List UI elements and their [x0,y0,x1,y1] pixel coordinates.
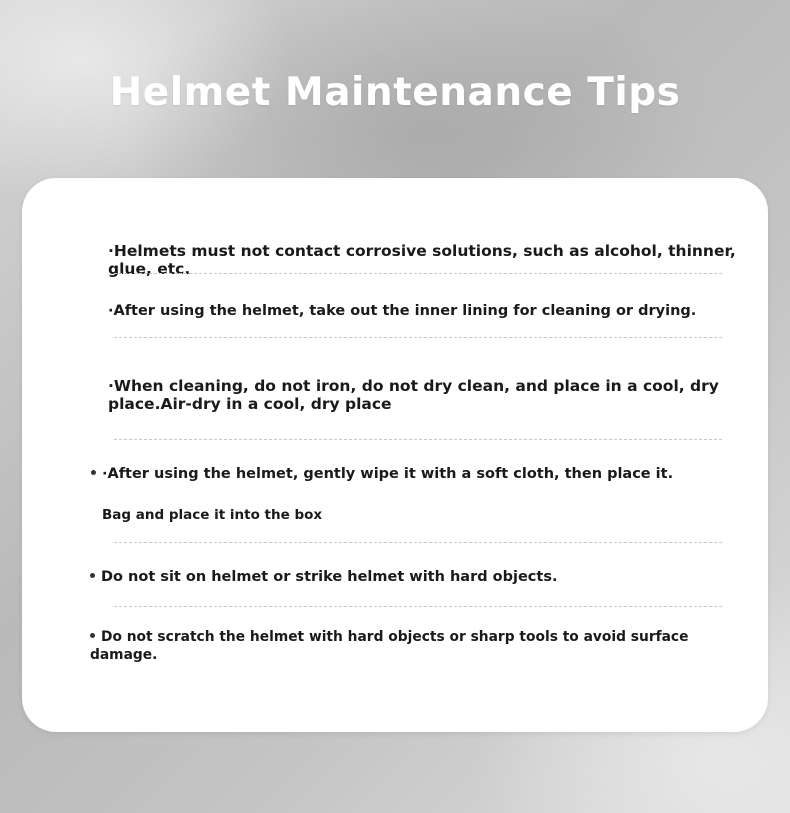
divider [114,606,722,607]
divider [114,439,722,440]
tip-soft-cloth [91,465,741,483]
tip-do-not-sit [90,568,740,586]
divider [114,337,722,338]
tip-do-not-scratch [90,628,750,664]
tip-inner-lining [108,302,758,320]
tips-card [22,178,768,732]
bullet-icon [90,573,95,578]
tip-text: Bag and place it into the box [102,507,323,523]
tip-cleaning [108,377,758,413]
bullet-icon [90,633,95,638]
divider [114,273,722,274]
tip-text: ·After using the helmet, take out the inner lining for cleaning or drying. [108,303,697,319]
page-title: Helmet Maintenance Tips [109,70,681,115]
tip-text: Do not scratch the helmet with hard objects or sharp tools to avoid surface damage. [90,629,689,663]
tip-text: ·Helmets must not contact corrosive solutions, such as alcohol, thinner, glue, etc. [108,242,736,278]
bullet-icon [91,470,96,475]
tip-text: ·After using the helmet, gently wipe it with a soft cloth, then place it. [102,466,674,482]
tip-text: ·When cleaning, do not iron, do not dry clean, and place in a cool, dry place.Air-dry in a cool, dry place [108,377,719,413]
tip-soft-cloth-continuation [102,506,742,524]
divider [114,542,722,543]
tip-text: Do not sit on helmet or strike helmet with hard objects. [101,569,558,585]
